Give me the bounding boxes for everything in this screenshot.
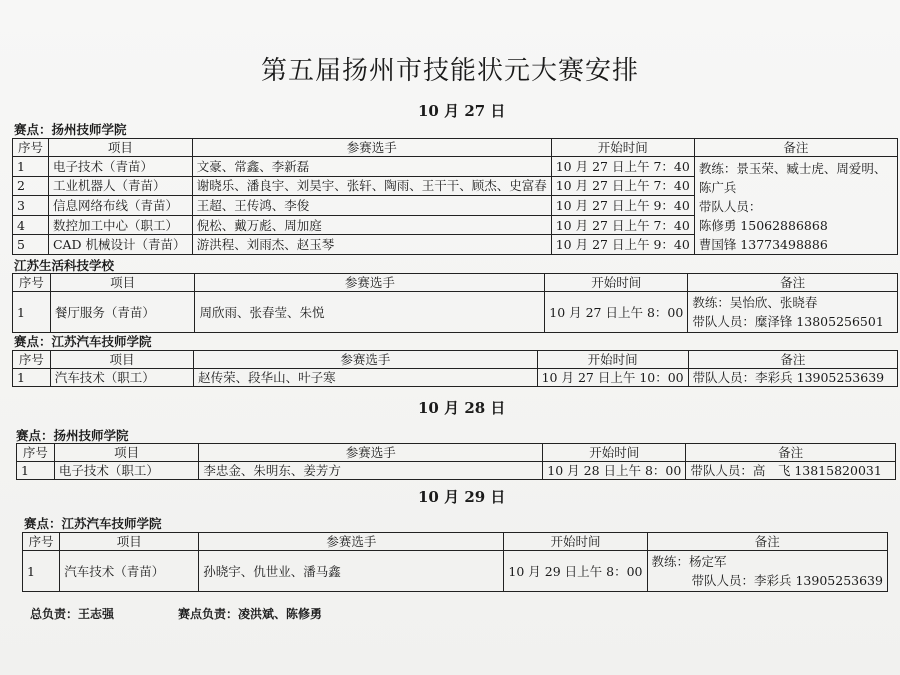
- note-line: 陈修勇 15062886868: [698, 218, 828, 233]
- header-note: 备注: [688, 351, 897, 369]
- row-time: 10 月 27 日上午 8：00: [545, 292, 688, 333]
- schedule-table-oct28-yzjs: [16, 443, 896, 480]
- row-no: 3: [13, 196, 49, 216]
- header-time: 开始时间: [537, 351, 688, 369]
- header-no: 序号: [23, 533, 60, 551]
- note-line: 教练：景玉荣、臧士虎、周爱明、: [698, 161, 887, 176]
- header-note: 备注: [694, 139, 897, 157]
- row-no: 1: [13, 157, 49, 177]
- row-players: 赵传荣、段华山、叶子寒: [194, 369, 537, 387]
- note-line: 曹国锋 13773498886: [698, 237, 828, 252]
- schedule-table-oct27-yzjs: [12, 138, 898, 255]
- table-row: [13, 369, 898, 387]
- footer-venue-chief: 赛点负责：凌洪斌、陈修勇: [178, 607, 323, 621]
- date-heading-oct28: 10 月 28 日: [418, 399, 506, 417]
- row-time: 10 月 27 日上午 9：40: [551, 235, 694, 255]
- header-note: 备注: [688, 274, 898, 292]
- row-no: 1: [17, 462, 55, 480]
- table-row: [17, 462, 896, 480]
- note-line: 教练：杨定军: [651, 554, 727, 569]
- note-line: 带队人员：糜泽锋 13805256501: [692, 314, 884, 329]
- row-no: 1: [23, 551, 60, 592]
- row-players: 李忠金、朱明东、姜芳方: [199, 462, 543, 480]
- row-no: 2: [13, 176, 49, 196]
- venue-label-jsqc-2: 赛点：江苏汽车技师学院: [24, 516, 162, 531]
- row-item: 电子技术（青苗）: [48, 157, 192, 177]
- row-no: 4: [13, 215, 49, 235]
- header-item: 项目: [60, 533, 199, 551]
- row-note: [647, 551, 888, 592]
- header-time: 开始时间: [504, 533, 647, 551]
- schedule-table-oct27-jsqc: [12, 350, 898, 387]
- row-item: 数控加工中心（职工）: [48, 215, 192, 235]
- row-players: 谢晓乐、潘良宇、刘昊宇、张轩、陶雨、王干干、顾杰、史富春: [192, 176, 551, 196]
- header-item: 项目: [50, 351, 193, 369]
- row-time: 10 月 27 日上午 7：40: [551, 157, 694, 177]
- table-header-row: [13, 139, 898, 157]
- date-heading-oct27: 10 月 27 日: [418, 102, 506, 120]
- table-header-row: [13, 274, 898, 292]
- venue-label-yzjs-1: 赛点：扬州技师学院: [14, 122, 127, 137]
- row-time: 10 月 27 日上午 7：40: [551, 215, 694, 235]
- header-item: 项目: [50, 274, 195, 292]
- schedule-table-oct27-jsshkj: [12, 273, 898, 333]
- header-no: 序号: [17, 444, 55, 462]
- row-no: 1: [13, 292, 51, 333]
- header-players: 参赛选手: [199, 533, 504, 551]
- note-line: 带队人员：李彩兵 13905253639: [691, 573, 883, 588]
- header-players: 参赛选手: [199, 444, 543, 462]
- header-note: 备注: [686, 444, 896, 462]
- row-item: 餐厅服务（青苗）: [50, 292, 195, 333]
- row-note: 带队人员：高 飞 13815820031: [686, 462, 896, 480]
- table-header-row: [17, 444, 896, 462]
- row-item: 工业机器人（青苗）: [48, 176, 192, 196]
- note-line: 带队人员：: [698, 199, 762, 214]
- date-heading-oct29: 10 月 29 日: [418, 488, 506, 506]
- venue-label-jsshkj: 江苏生活科技学校: [14, 258, 115, 273]
- header-players: 参赛选手: [192, 139, 551, 157]
- header-note: 备注: [647, 533, 888, 551]
- footer-chief: 总负责：王志强: [30, 607, 115, 621]
- note-line: 教练：吴怡欣、张晓春: [692, 295, 818, 310]
- row-item: 汽车技术（青苗）: [60, 551, 199, 592]
- row-note: 带队人员：李彩兵 13905253639: [688, 369, 897, 387]
- row-item: 汽车技术（职工）: [50, 369, 193, 387]
- header-no: 序号: [13, 139, 49, 157]
- row-item: 信息网络布线（青苗）: [48, 196, 192, 216]
- row-time: 10 月 27 日上午 10：00: [537, 369, 688, 387]
- schedule-table-oct29-jsqc: [22, 532, 888, 592]
- row-players: 周欣雨、张春莹、朱悦: [195, 292, 545, 333]
- row-note: [694, 157, 897, 255]
- row-no: 1: [13, 369, 51, 387]
- table-row: [13, 292, 898, 333]
- row-time: 10 月 28 日上午 8：00: [543, 462, 686, 480]
- row-players: 游洪程、刘雨杰、赵玉琴: [192, 235, 551, 255]
- row-time: 10 月 27 日上午 9：40: [551, 196, 694, 216]
- row-players: 文豪、常鑫、李新磊: [192, 157, 551, 177]
- table-header-row: [13, 351, 898, 369]
- row-note: [688, 292, 898, 333]
- header-item: 项目: [48, 139, 192, 157]
- row-players: 孙晓宇、仇世业、潘马鑫: [199, 551, 504, 592]
- note-line: 陈广兵: [698, 180, 737, 195]
- row-item: CAD 机械设计（青苗）: [48, 235, 192, 255]
- document-title: 第五届扬州市技能状元大赛安排: [260, 56, 639, 86]
- table-row: [13, 157, 898, 177]
- row-item: 电子技术（职工）: [54, 462, 199, 480]
- header-no: 序号: [13, 274, 51, 292]
- row-players: 倪松、戴万彪、周加庭: [192, 215, 551, 235]
- row-time: 10 月 29 日上午 8：00: [504, 551, 647, 592]
- row-no: 5: [13, 235, 49, 255]
- header-no: 序号: [13, 351, 51, 369]
- table-row: [23, 551, 888, 592]
- header-players: 参赛选手: [194, 351, 537, 369]
- row-players: 王超、王传鸿、李俊: [192, 196, 551, 216]
- table-header-row: [23, 533, 888, 551]
- venue-label-jsqc-1: 赛点：江苏汽车技师学院: [14, 334, 152, 349]
- row-time: 10 月 27 日上午 7：40: [551, 176, 694, 196]
- venue-label-yzjs-2: 赛点：扬州技师学院: [16, 428, 129, 443]
- header-time: 开始时间: [551, 139, 694, 157]
- header-item: 项目: [54, 444, 199, 462]
- header-time: 开始时间: [545, 274, 688, 292]
- header-time: 开始时间: [543, 444, 686, 462]
- header-players: 参赛选手: [195, 274, 545, 292]
